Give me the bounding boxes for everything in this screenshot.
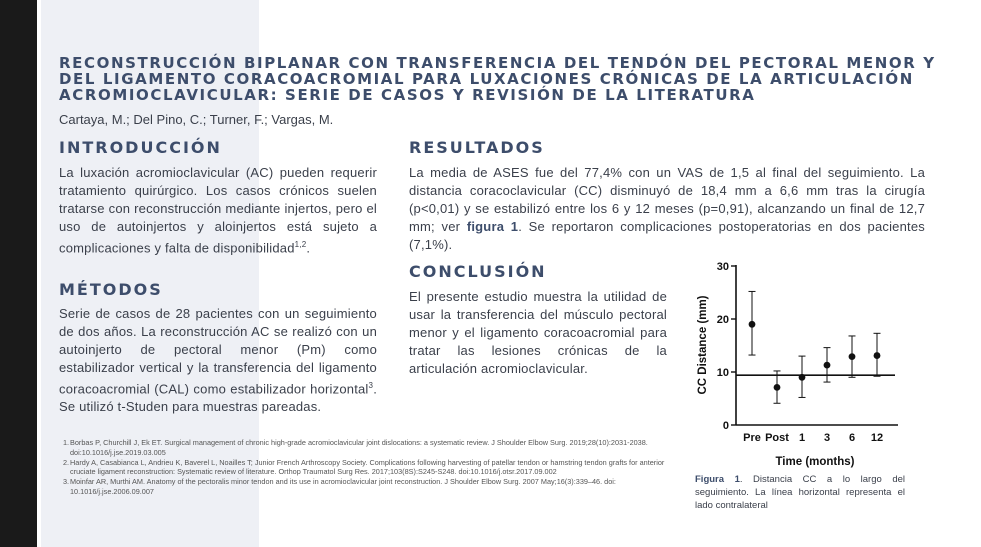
methods-end: . Se utilizó t-Studen para muestras pareadas. [59, 381, 377, 415]
methods-heading: MÉTODOS [59, 280, 163, 299]
y-tick-label: 30 [716, 261, 729, 273]
data-point [824, 362, 831, 369]
methods-citation: 3 [368, 381, 374, 390]
reference-item [63, 458, 668, 477]
conclusion-text: El presente estudio muestra la utilidad de usar la transferencia del músculo pectoral menor y el ligamento coracoacromial para tratar las lesiones crónicas de la articulación acromioclavicular. [409, 289, 667, 376]
x-tick-label: 12 [870, 432, 884, 444]
x-tick-label: 3 [823, 432, 831, 444]
figure-reference: figura 1 [466, 219, 519, 234]
poster-title: RECONSTRUCCIÓN BIPLANAR CON TRANSFERENCIA DEL TENDÓN DEL PECTORAL MENOR Y DEL LIGAMENTO CORACOACROMIAL PARA LUXACIONES CRÓNICAS DE LA ARTICULACIÓN ACROMIOCLAVICULAR: SERIE DE CASOS Y REVISIÓN DE LA LITERATURA [59, 54, 936, 104]
reference-number: 3. [63, 477, 70, 486]
methods-body: Serie de casos de 28 pacientes con un seguimiento de dos años. La reconstrucción AC se realizó con un autoinjerto de pectoral menor (Pm) como estabilizador vertical y la transferencia del ligamento coracoacromial (CAL) como estabilizador horizontal [59, 306, 377, 397]
plot-area [717, 261, 898, 444]
reference-item [63, 438, 668, 457]
intro-text [59, 164, 377, 257]
figure-label: Figura 1 [695, 474, 740, 485]
poster-authors: Cartaya, M.; Del Pino, C.; Turner, F.; Vargas, M. [59, 112, 334, 127]
intro-heading: INTRODUCCIÓN [59, 138, 222, 157]
y-tick-label: 0 [722, 420, 729, 432]
methods-text [59, 305, 377, 416]
x-tick-label: Pre [743, 432, 761, 444]
results-body-end: . Se reportaron complicaciones postoperatorias en dos pacientes (7,1%). [409, 219, 925, 252]
results-heading: RESULTADOS [409, 138, 545, 157]
intro-citation: 1,2 [294, 240, 307, 249]
conclusion-heading: CONCLUSIÓN [409, 262, 547, 281]
y-axis-label: CC Distance (mm) [697, 295, 709, 395]
reference-number: 1. [63, 438, 70, 447]
data-point [749, 321, 756, 328]
figure-caption [695, 473, 905, 512]
intro-end: . [306, 240, 311, 256]
reference-item [63, 477, 668, 496]
intro-body: La luxación acromioclavicular (AC) pueden requerir tratamiento quirúrgico. Los casos crónicos suelen tratarse con reconstrucción mediante injertos, pero el uso de autoinjertos y aloinjertos está sujeto a complicaciones y falta de disponibilidad [59, 165, 377, 256]
data-point [774, 384, 781, 391]
y-tick-label: 10 [716, 367, 729, 379]
data-point [799, 374, 806, 381]
y-tick-label: 20 [716, 314, 729, 326]
references-list [63, 438, 668, 497]
x-tick-label: 6 [848, 432, 856, 444]
results-text [409, 164, 925, 254]
x-tick-label: 1 [798, 432, 806, 444]
x-axis-label: Time (months) [775, 456, 855, 468]
results-body: La media de ASES fue del 77,4% con un VAS de 1,5 al final del seguimiento. La distancia coracoclavicular (CC) disminuyó de 18,4 mm a 6,6 mm tras la cirugía (p<0,01) y se estabilizó entre los 6 y 12 meses (p=0,91), alcanzando un final de 12,7 mm; ver [409, 165, 925, 234]
reference-text: Hardy A, Casabianca L, Andrieu K, Baverel L, Noailles T; Junior French Arthroscopy Society. Complications following harvesting of patellar tendon or hamstring tendon grafts for anterior cruciate ligament reconstruction: Systematic review of literature. Orthop Traumatol Surg Res. 2017;103(8S):S245-S248. doi:10.1016/j.otsr.2017.09.002 [70, 457, 665, 476]
data-point [874, 352, 881, 359]
figure-caption-text: . Distancia CC a lo largo del seguimiento. La línea horizontal representa el lado contralateral [695, 474, 906, 511]
x-tick-label: Post [765, 432, 789, 444]
reference-text: Borbas P, Churchill J, Ek ET. Surgical management of chronic high-grade acromioclavicular joint dislocations: a systematic review. J Shoulder Elbow Surg. 2019;28(10):2031-2038. doi:10.1016/j.jse.2019.03.005 [70, 438, 648, 457]
reference-number: 2. [63, 457, 70, 467]
cc-distance-chart [690, 258, 905, 470]
data-point [849, 353, 856, 360]
reference-text: Moinfar AR, Murthi AM. Anatomy of the pectoralis minor tendon and its use in acromioclavicular joint reconstruction. J Shoulder Elbow Surg. 2007 May;16(3):339–46. doi: 10.1016/j.jse.2006.09.007 [70, 477, 616, 496]
